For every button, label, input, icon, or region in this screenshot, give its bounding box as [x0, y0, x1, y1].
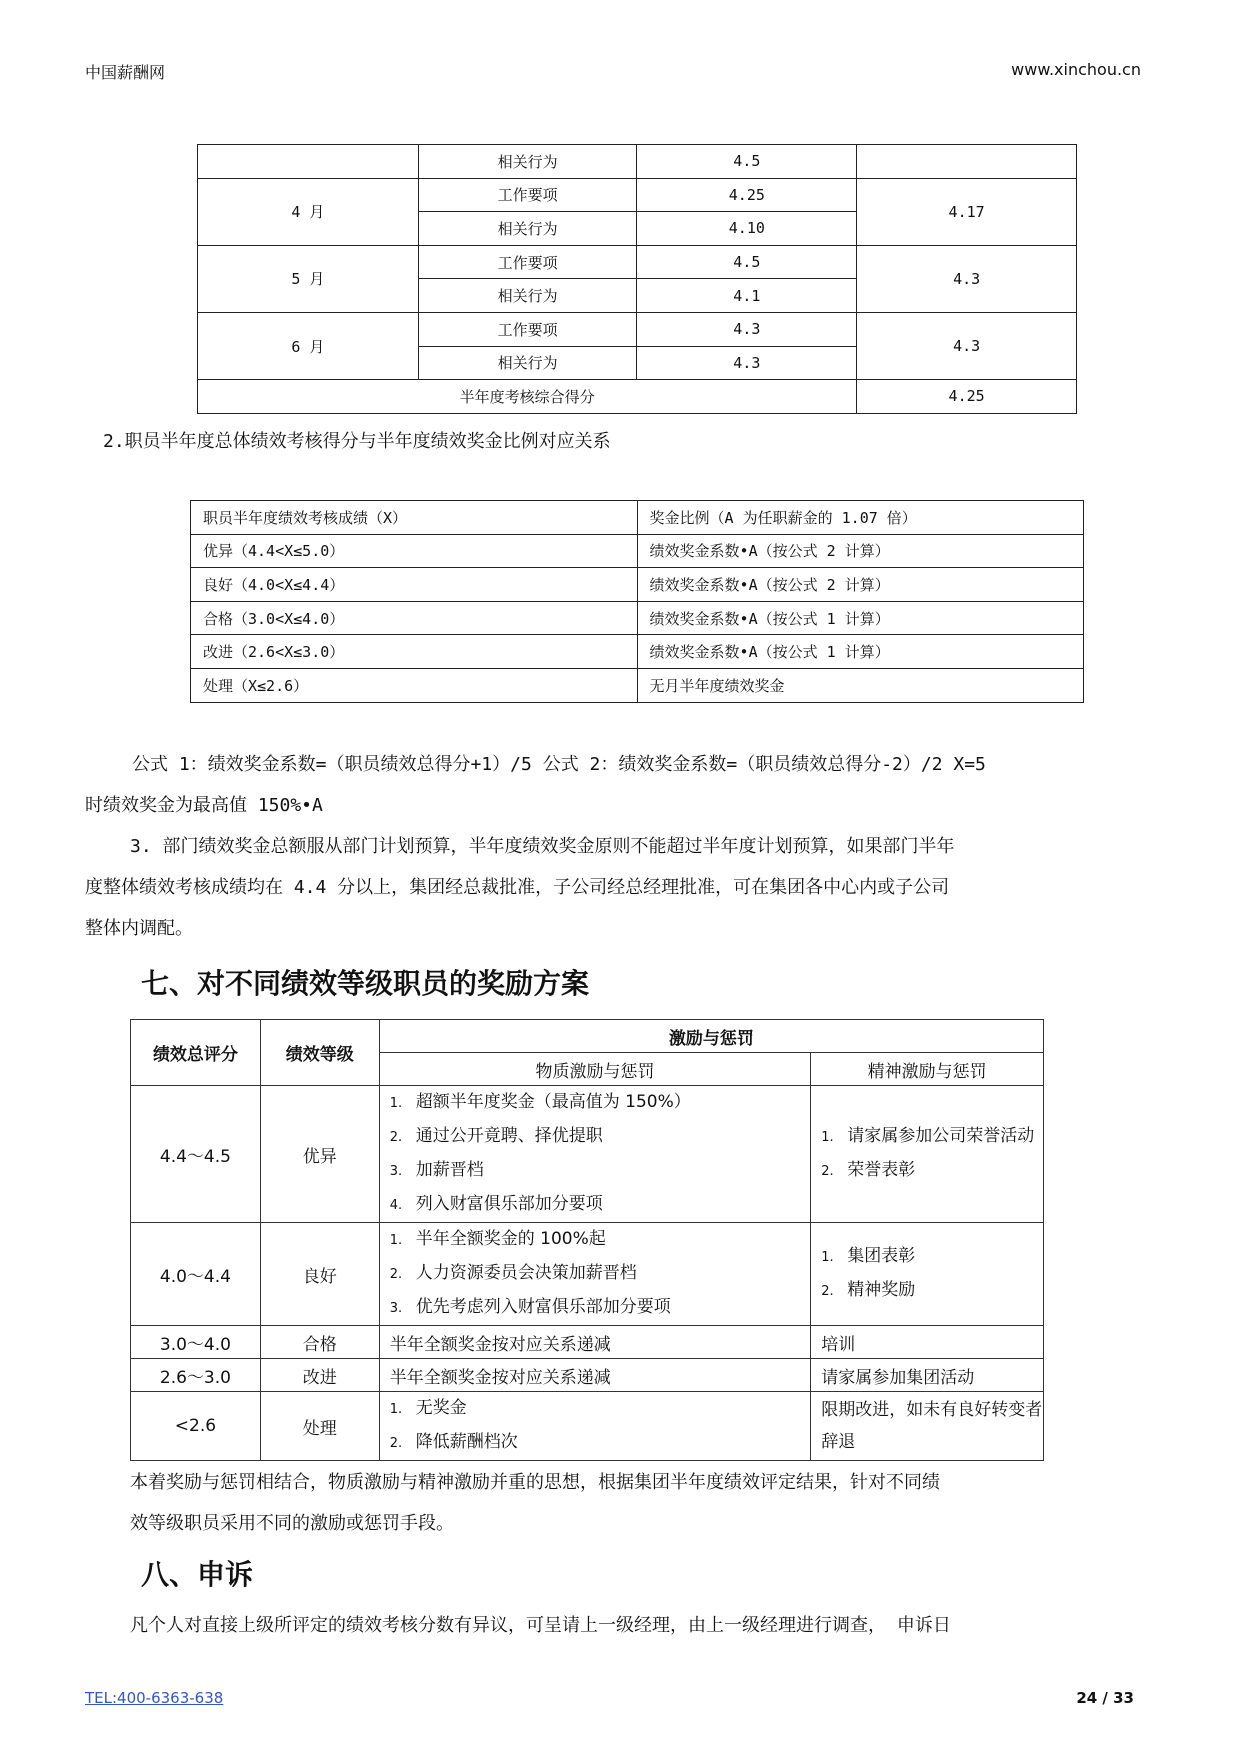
- list-text: 半年全额奖金的 100%起: [415, 1229, 606, 1249]
- list-item: [390, 1120, 811, 1154]
- list-text: 人力资源委员会决策加薪晋档: [415, 1263, 637, 1283]
- header-url[interactable]: www.xinchou.cn: [1011, 60, 1141, 79]
- heading-section-8: 八、申诉: [141, 1558, 254, 1591]
- paragraph-line: 效等级职员采用不同的激励或惩罚手段。: [130, 1513, 454, 1534]
- ratio-cell: 绩效奖金系数•A（按公式 2 计算）: [637, 568, 1083, 602]
- month-cell: 6 月: [198, 312, 419, 379]
- item-cell: 相关行为: [418, 346, 637, 380]
- column-header: 绩效等级: [260, 1020, 379, 1086]
- table-row: [191, 534, 1084, 568]
- list-number: 1.: [821, 1130, 834, 1145]
- grade-cell: 改进: [260, 1359, 379, 1392]
- table-row: [131, 1359, 1044, 1392]
- list-number: 3.: [389, 1301, 403, 1316]
- list-number: 2.: [389, 1436, 403, 1451]
- grade-cell: 改进（2.6<X≤3.0）: [191, 635, 638, 669]
- list-text: 优先考虑列入财富俱乐部加分要项: [415, 1297, 671, 1317]
- material-cell: [379, 1086, 811, 1223]
- ratio-cell: 绩效奖金系数•A（按公式 1 计算）: [637, 601, 1083, 635]
- list-item: [821, 1120, 1043, 1154]
- spirit-cell: 限期改进，如未有良好转变者辞退: [811, 1392, 1044, 1461]
- table-row: [198, 145, 1077, 179]
- formula-line: 时绩效奖金为最高值 150%•A: [85, 795, 323, 816]
- month-cell: [198, 145, 419, 179]
- item-cell: 工作要项: [418, 178, 637, 212]
- spirit-cell: 请家属参加集团活动: [811, 1359, 1044, 1392]
- reward-scheme-table: [130, 1019, 1044, 1461]
- score-cell: <2.6: [131, 1392, 261, 1461]
- list-text: 无奖金: [415, 1398, 467, 1418]
- score-cell: 3.0～4.0: [131, 1326, 261, 1359]
- material-cell: [379, 1223, 811, 1326]
- score-cell: 4.25: [637, 178, 857, 212]
- table-row-total: [198, 380, 1077, 414]
- table-row: [191, 601, 1084, 635]
- grade-cell: 优异: [260, 1086, 379, 1223]
- paragraph-line: 本着奖励与惩罚相结合，物质激励与精神激励并重的思想，根据集团半年度绩效评定结果，针对不同绩: [130, 1472, 940, 1493]
- paragraph-line: 度整体绩效考核成绩均在 4.4 分以上，集团经总裁批准，子公司经总经理批准，可在集团各中心内或子公司: [85, 877, 950, 898]
- paragraph-appeal: 凡个人对直接上级所评定的绩效考核分数有异议，可呈请上一级经理，由上一级经理进行调查， 申诉日: [130, 1615, 951, 1636]
- spirit-cell: 培训: [811, 1326, 1044, 1359]
- monthly-score-table: [197, 144, 1077, 414]
- list-item: [390, 1086, 811, 1120]
- total-value-cell: 4.25: [857, 380, 1077, 414]
- item-cell: 相关行为: [418, 145, 637, 179]
- score-cell: 4.1: [637, 279, 857, 313]
- list-text: 请家属参加公司荣誉活动: [847, 1126, 1035, 1146]
- list-number: 2.: [821, 1164, 834, 1179]
- table-header-row: [131, 1020, 1044, 1053]
- score-cell: 4.3: [637, 312, 857, 346]
- ratio-cell: 绩效奖金系数•A（按公式 1 计算）: [637, 635, 1083, 669]
- page-number: 24 / 33: [1076, 1689, 1134, 1707]
- column-header: 职员半年度绩效考核成绩（X）: [191, 501, 638, 535]
- list-number: 1.: [389, 1096, 403, 1111]
- score-cell: 4.4～4.5: [131, 1086, 261, 1223]
- list-number: 2.: [389, 1130, 403, 1145]
- list-item: [390, 1426, 811, 1460]
- section-2-title: 2.职员半年度总体绩效考核得分与半年度绩效奖金比例对应关系: [103, 431, 611, 452]
- list-item: [390, 1291, 811, 1325]
- spirit-cell: [811, 1086, 1044, 1223]
- ratio-cell: 无月半年度绩效奖金: [637, 668, 1083, 702]
- grade-cell: 处理（X≤2.6）: [191, 668, 638, 702]
- table-row: [131, 1086, 1044, 1223]
- footer-tel-link[interactable]: TEL:400-6363-638: [85, 1689, 224, 1707]
- item-cell: 工作要项: [418, 312, 637, 346]
- list-number: 1.: [821, 1250, 834, 1265]
- list-text: 精神奖励: [847, 1280, 916, 1300]
- avg-cell: 4.3: [857, 245, 1077, 312]
- table-row: [131, 1326, 1044, 1359]
- list-text: 通过公开竟聘、择优提职: [415, 1126, 603, 1146]
- material-cell: [379, 1392, 811, 1461]
- list-item: [390, 1154, 811, 1188]
- ratio-cell: 绩效奖金系数•A（按公式 2 计算）: [637, 534, 1083, 568]
- table-row: [198, 312, 1077, 346]
- grade-cell: 优异（4.4<X≤5.0）: [191, 534, 638, 568]
- table-row: [131, 1392, 1044, 1461]
- table-row: [198, 245, 1077, 279]
- list-item: [390, 1188, 811, 1222]
- list-text: 加薪晋档: [415, 1160, 484, 1180]
- bonus-ratio-table: [190, 500, 1084, 703]
- grade-cell: 合格（3.0<X≤4.0）: [191, 601, 638, 635]
- list-number: 2.: [389, 1267, 403, 1282]
- list-item: [821, 1154, 1043, 1188]
- score-cell: 4.5: [637, 245, 857, 279]
- list-text: 集团表彰: [847, 1246, 916, 1266]
- column-header: 物质激励与惩罚: [379, 1053, 811, 1086]
- list-item: [390, 1223, 811, 1257]
- list-text: 超额半年度奖金（最高值为 150%）: [415, 1092, 691, 1112]
- avg-cell: 4.17: [857, 178, 1077, 245]
- header-site-name: 中国薪酬网: [85, 63, 166, 82]
- paragraph-line: 3. 部门绩效奖金总额服从部门计划预算，半年度绩效奖金原则不能超过半年度计划预算，如果部门半年: [130, 836, 955, 857]
- avg-cell: [857, 145, 1077, 179]
- spirit-cell: [811, 1223, 1044, 1326]
- table-header-row: [191, 501, 1084, 535]
- score-cell: 2.6～3.0: [131, 1359, 261, 1392]
- item-cell: 相关行为: [418, 279, 637, 313]
- item-cell: 工作要项: [418, 245, 637, 279]
- list-item: [390, 1257, 811, 1291]
- grade-cell: 处理: [260, 1392, 379, 1461]
- list-text: 列入财富俱乐部加分要项: [415, 1194, 603, 1214]
- paragraph-3: [85, 826, 1135, 949]
- score-cell: 4.0～4.4: [131, 1223, 261, 1326]
- paragraph-reward-summary: [130, 1462, 1130, 1544]
- list-item: [821, 1274, 1043, 1308]
- month-cell: 5 月: [198, 245, 419, 312]
- material-cell: 半年全额奖金按对应关系递减: [379, 1359, 811, 1392]
- item-cell: 相关行为: [418, 212, 637, 246]
- table-row: [191, 668, 1084, 702]
- grade-cell: 合格: [260, 1326, 379, 1359]
- column-header: 奖金比例（A 为任职薪金的 1.07 倍）: [637, 501, 1083, 535]
- avg-cell: 4.3: [857, 312, 1077, 379]
- column-header: 激励与惩罚: [379, 1020, 1043, 1053]
- list-number: 1.: [389, 1233, 403, 1248]
- list-item: [390, 1392, 811, 1426]
- formula-line: 公式 1：绩效奖金系数=（职员绩效总得分+1）/5 公式 2：绩效奖金系数=（职员绩效总得分-2）/2 X=5: [132, 754, 986, 775]
- score-cell: 4.5: [637, 145, 857, 179]
- formula-text: [85, 744, 1135, 826]
- table-row: [131, 1223, 1044, 1326]
- table-row: [191, 635, 1084, 669]
- heading-section-7: 七、对不同绩效等级职员的奖励方案: [141, 967, 590, 1000]
- list-item: [821, 1240, 1043, 1274]
- list-number: 2.: [821, 1284, 834, 1299]
- total-label-cell: 半年度考核综合得分: [198, 380, 857, 414]
- list-number: 4.: [389, 1198, 403, 1213]
- column-header: 绩效总评分: [131, 1020, 261, 1086]
- table-row: [198, 178, 1077, 212]
- table-row: [191, 568, 1084, 602]
- score-cell: 4.3: [637, 346, 857, 380]
- column-header: 精神激励与惩罚: [811, 1053, 1044, 1086]
- list-text: 荣誉表彰: [847, 1160, 916, 1180]
- list-number: 3.: [389, 1164, 403, 1179]
- paragraph-line: 整体内调配。: [85, 918, 193, 939]
- material-cell: 半年全额奖金按对应关系递减: [379, 1326, 811, 1359]
- month-cell: 4 月: [198, 178, 419, 245]
- list-number: 1.: [389, 1402, 403, 1417]
- grade-cell: 良好: [260, 1223, 379, 1326]
- grade-cell: 良好（4.0<X≤4.4）: [191, 568, 638, 602]
- score-cell: 4.10: [637, 212, 857, 246]
- list-text: 降低薪酬档次: [415, 1432, 518, 1452]
